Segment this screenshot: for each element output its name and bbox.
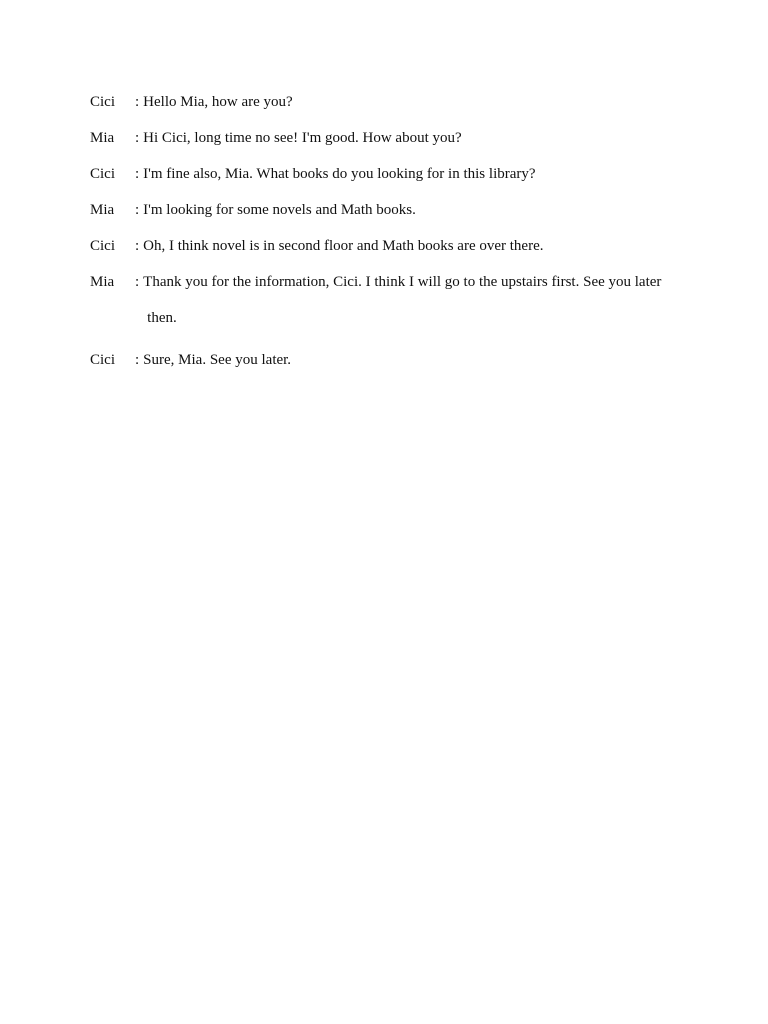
speaker-name: Mia (90, 274, 115, 290)
dialogue-line (90, 126, 680, 150)
speech-text-first: Thank you for the information, Cici. I think I will go to the upstairs first. See you later (143, 274, 662, 290)
speech-text (143, 264, 680, 336)
separator: : (135, 94, 140, 110)
separator: : (135, 202, 140, 218)
separator: : (135, 274, 140, 290)
speaker-name: Mia (90, 202, 115, 218)
speech (135, 90, 680, 114)
speech (135, 126, 680, 150)
speech (135, 198, 680, 222)
speech (135, 162, 680, 186)
dialogue-line (90, 234, 680, 258)
speaker-name: Mia (90, 130, 115, 146)
dialogue-line (90, 90, 680, 114)
speaker-name: Cici (90, 166, 115, 182)
speech (135, 270, 680, 336)
separator: : (135, 130, 140, 146)
dialogue-line (90, 348, 680, 372)
dialogue-line (90, 198, 680, 222)
separator: : (135, 166, 140, 182)
speech-text: Hello Mia, how are you? (143, 94, 293, 110)
speech-text-continued: then. (147, 310, 177, 326)
speech-text: Hi Cici, long time no see! I'm good. How about you? (143, 130, 462, 146)
separator: : (135, 238, 140, 254)
speaker-name: Cici (90, 352, 115, 368)
speech-text: Sure, Mia. See you later. (143, 352, 292, 368)
speech-text: Oh, I think novel is in second floor and Math books are over there. (143, 238, 544, 254)
speech-text: I'm fine also, Mia. What books do you looking for in this library? (143, 166, 536, 182)
speech (135, 234, 680, 258)
speaker-name: Cici (90, 238, 115, 254)
separator: : (135, 352, 140, 368)
dialogue-line (90, 162, 680, 186)
speech-text: I'm looking for some novels and Math books. (143, 202, 416, 218)
speaker-name: Cici (90, 94, 115, 110)
dialogue-line (90, 270, 680, 336)
dialogue (90, 90, 680, 384)
speech (135, 348, 680, 372)
